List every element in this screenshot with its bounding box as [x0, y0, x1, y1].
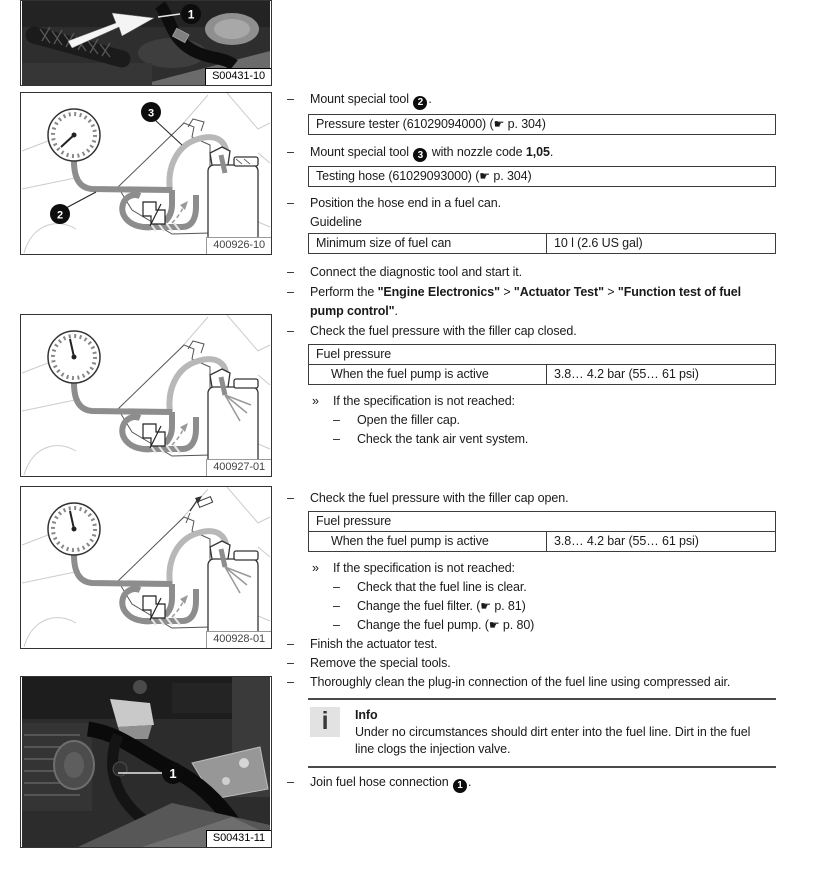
text-run: Finish the actuator test. [310, 637, 438, 651]
step-check-pressure-cap-closed [285, 322, 777, 341]
tool-box-testing-hose [308, 166, 776, 187]
connector-symbol [143, 596, 165, 620]
step-text [310, 263, 777, 282]
figure-caption: S00431-10 [205, 68, 271, 85]
metallic-part [205, 13, 259, 45]
bold-text: "Actuator Test" [513, 285, 604, 299]
guideline-table [308, 233, 776, 254]
dash-bullet: – [287, 92, 294, 106]
text-run: Mount special tool [310, 92, 413, 106]
substep-text [357, 578, 777, 597]
tool-box-pressure-tester [308, 114, 776, 135]
text-run: Pressure tester (61029094000) ( [316, 116, 494, 131]
dash-bullet: – [287, 265, 294, 279]
figure-test-cap-closed [20, 314, 272, 477]
text-run: Connect the diagnostic tool and start it. [310, 265, 523, 279]
bold-text: "Engine Electronics" [377, 285, 500, 299]
figure-test-cap-open [20, 486, 272, 649]
text-run: . [467, 775, 472, 789]
substep-text [357, 616, 777, 635]
hose-connector [113, 762, 127, 776]
text-run: Testing hose (61029093000) ( [316, 169, 480, 183]
info-box [308, 698, 776, 768]
pointer-hand-icon: ☛ [488, 618, 500, 632]
step-text [310, 654, 777, 673]
dash-bullet: – [287, 196, 294, 210]
fuel-pressure-table-open [308, 511, 776, 552]
text-run: > [499, 285, 514, 299]
table-cell-label: Minimum size of fuel can [316, 236, 452, 250]
step-finish-actuator-test [285, 635, 777, 654]
callout-number: 2 [56, 209, 64, 222]
info-text: Under no circumstances should dirt enter into the fuel line. Dirt in the fuel line clogs the injection valve. [355, 725, 751, 756]
result-spec-not-reached-closed [285, 392, 777, 411]
pressure-gauge [48, 331, 100, 383]
callout-number: 1 [187, 7, 195, 22]
table-row [309, 532, 775, 551]
step-text [310, 194, 777, 213]
test-setup-drawing [21, 93, 271, 254]
step-text [310, 143, 777, 163]
tool-reference-text [316, 117, 546, 131]
substep-open-filler-cap [285, 411, 777, 430]
callout-badge: 1 [453, 779, 467, 793]
substep-fuel-line-clear [285, 578, 777, 597]
substep-change-fuel-filter [285, 597, 777, 616]
table-cell-label: When the fuel pump is active [331, 534, 489, 548]
text-run: p. 81) [490, 599, 526, 613]
fuel-can [208, 147, 258, 243]
substep-check-air-vent [285, 430, 777, 449]
text-run: If the specification is not reached: [333, 394, 515, 408]
dash-bullet: – [287, 285, 294, 299]
text-run: p. 304) [489, 169, 532, 183]
text-run: Position the hose end in a fuel can. [310, 196, 501, 210]
table-row [309, 234, 775, 253]
step-text [310, 489, 777, 508]
dash-bullet: – [287, 775, 294, 789]
step-mount-special-tool-2 [285, 90, 777, 110]
step-join-fuel-hose [285, 773, 777, 793]
text-run: Thoroughly clean the plug-in connection of the fuel line using compressed air. [310, 675, 731, 689]
text-run: Check that the fuel line is clear. [357, 580, 527, 594]
dash-bullet: – [287, 491, 294, 505]
step-check-pressure-cap-open [285, 489, 777, 508]
instruction-column [285, 90, 777, 793]
gauge-hose [74, 161, 172, 190]
open-filler-cap [190, 496, 213, 511]
step-text [310, 773, 777, 793]
text-run: . [428, 92, 432, 106]
substep-text [357, 597, 777, 616]
text-run: Perform the [310, 285, 378, 299]
pressure-gauge [48, 109, 100, 161]
dash-bullet: – [287, 675, 294, 689]
dash-bullet: – [287, 637, 294, 651]
pointer-hand-icon: ☛ [480, 599, 491, 613]
table-cell-label: When the fuel pump is active [331, 367, 489, 381]
text-run: Open the filler cap. [357, 413, 460, 427]
text-run: If the specification is not reached: [333, 561, 515, 575]
dash-bullet: – [287, 144, 294, 159]
figure-caption: 400926-10 [206, 237, 271, 254]
text-run: . [549, 144, 554, 159]
callout-leader-line [155, 120, 182, 145]
fuel-can [208, 541, 258, 637]
table-header: Fuel pressure [309, 345, 775, 365]
figure-pressure-test-setup [20, 92, 272, 255]
connector-symbol [143, 424, 165, 448]
table-header: Fuel pressure [309, 512, 775, 532]
text-run: > [603, 285, 618, 299]
table-cell-value: 10 l (2.6 US gal) [546, 234, 775, 253]
text-run: Check the fuel pressure with the filler cap closed. [310, 324, 577, 338]
callout-number: 1 [169, 766, 177, 781]
text-run: with nozzle code [428, 144, 526, 159]
info-icon: i [310, 707, 340, 737]
step-mount-special-tool-3 [285, 143, 777, 163]
info-body [355, 707, 776, 758]
dash-bullet: – [333, 599, 340, 613]
step-text [310, 673, 777, 692]
step-position-hose [285, 194, 777, 213]
figure-caption: S00431-11 [206, 830, 271, 847]
gauge-hose [74, 555, 172, 584]
figure-fuel-hose-photo-top [20, 0, 272, 86]
dash-bullet: – [333, 580, 340, 594]
dash-bullet: – [333, 618, 340, 632]
step-perform-actuator-test [285, 283, 777, 321]
engine-photo-illustration [21, 677, 271, 847]
text-run: Check the tank air vent system. [357, 432, 529, 446]
result-text [333, 559, 777, 578]
bold-text: "Function test of fuel pump control" [310, 285, 742, 318]
info-title: Info [355, 708, 378, 722]
guideline-label: Guideline [310, 215, 362, 229]
result-bullet: » [312, 561, 319, 575]
dash-bullet: – [333, 413, 340, 427]
section-spacer [285, 449, 777, 489]
result-spec-not-reached-open [285, 559, 777, 578]
step-clean-plug-connection [285, 673, 777, 692]
text-run: p. 80) [499, 618, 535, 632]
callout-leader-line [66, 192, 96, 208]
step-connect-diagnostic-tool [285, 263, 777, 282]
cap-open-drawing [21, 487, 271, 648]
text-run: Join fuel hose connection [310, 775, 452, 789]
text-run: Change the fuel pump. ( [357, 618, 489, 632]
pointer-hand-icon: ☛ [493, 116, 505, 131]
table-row [309, 365, 775, 384]
substep-text [357, 411, 777, 430]
figure-caption: 400928-01 [206, 631, 271, 648]
figure-fuel-hose-photo-bottom [20, 676, 272, 848]
dash-bullet: – [287, 656, 294, 670]
table-cell-value: 3.8… 4.2 bar (55… 61 psi) [546, 365, 775, 384]
text-run: p. 304) [504, 116, 546, 131]
step-text [310, 635, 777, 654]
step-text [310, 322, 777, 341]
result-text [333, 392, 777, 411]
fuel-pressure-table-closed [308, 344, 776, 385]
step-text [310, 283, 777, 321]
pressure-gauge [48, 503, 100, 555]
connector-symbol [143, 202, 165, 226]
dash-bullet: – [287, 324, 294, 338]
dash-bullet: – [333, 432, 340, 446]
pointer-hand-icon: ☛ [479, 169, 490, 183]
text-run: Mount special tool [310, 144, 413, 159]
result-bullet: » [312, 394, 319, 408]
tool-reference-text [316, 169, 532, 183]
text-run: Remove the special tools. [310, 656, 451, 670]
gauge-hose [74, 383, 172, 412]
callout-badge: 2 [413, 96, 427, 110]
substep-change-fuel-pump [285, 616, 777, 635]
text-run: Check the fuel pressure with the filler cap open. [310, 491, 569, 505]
step-remove-special-tools [285, 654, 777, 673]
step-text [310, 90, 777, 110]
engine-cases [22, 723, 94, 811]
cap-closed-drawing [21, 315, 271, 476]
callout-number: 3 [147, 107, 155, 120]
figure-caption: 400927-01 [206, 459, 271, 476]
fuel-can [208, 369, 258, 465]
table-cell-value: 3.8… 4.2 bar (55… 61 psi) [546, 532, 775, 551]
substep-text [357, 430, 777, 449]
callout-badge: 3 [413, 148, 427, 162]
bold-text: 1,05 [525, 144, 550, 159]
text-run: . [394, 304, 398, 318]
text-run: Change the fuel filter. ( [357, 599, 481, 613]
